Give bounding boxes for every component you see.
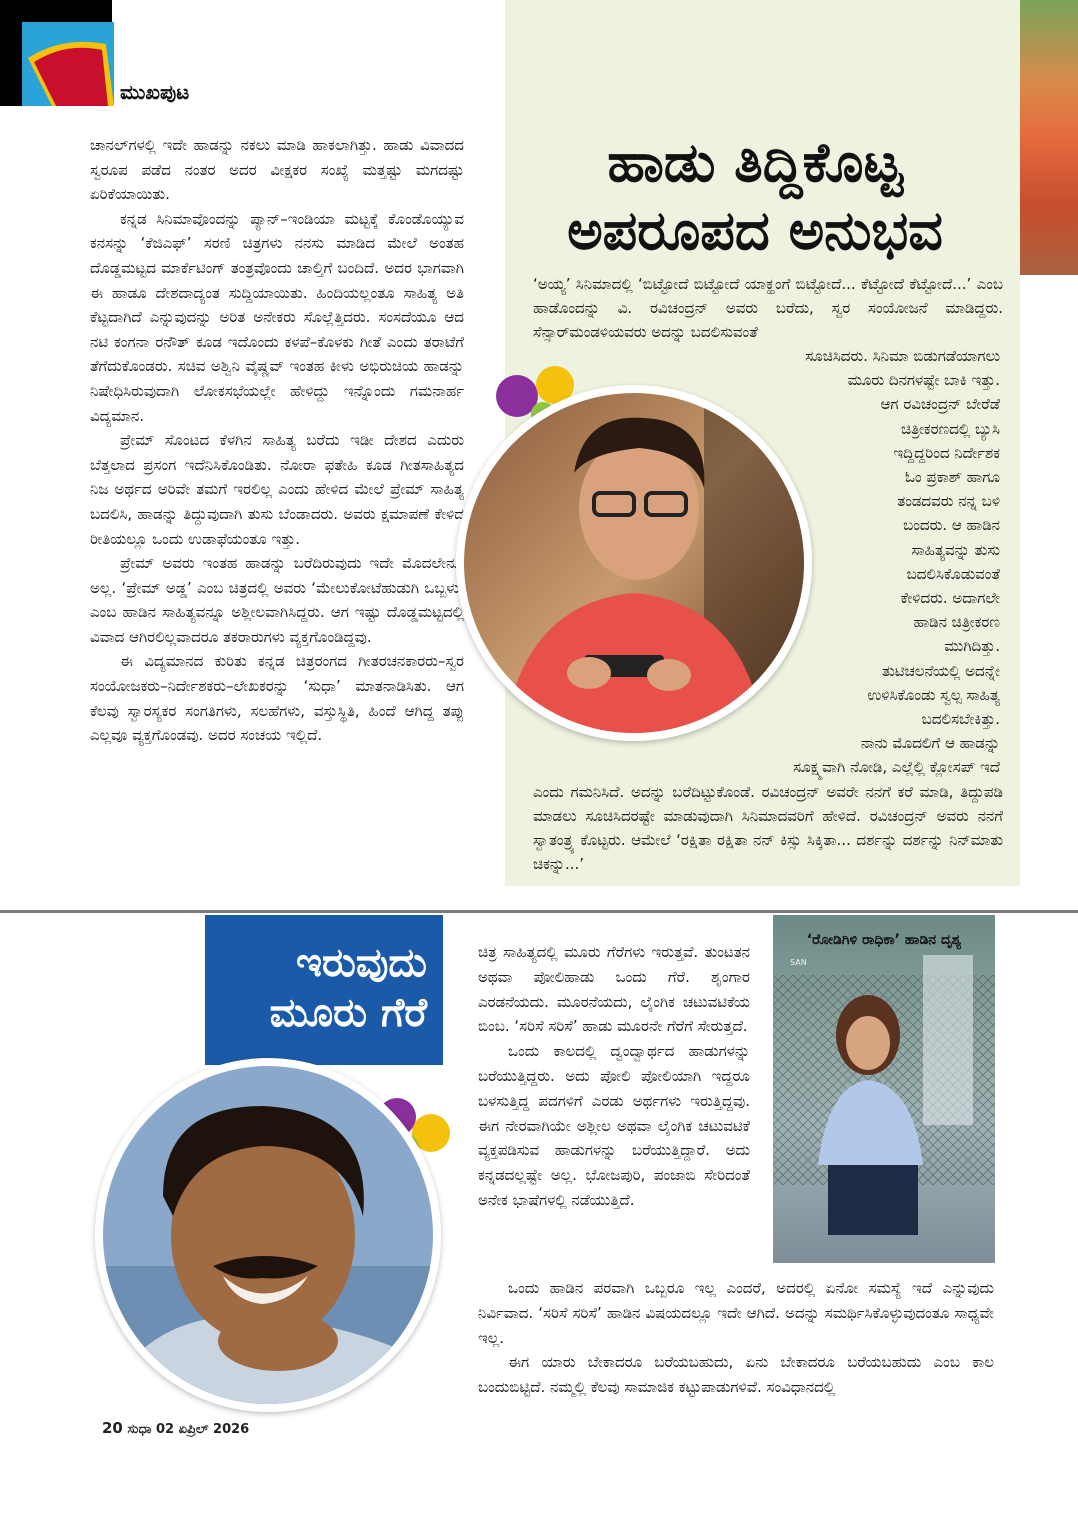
- cover-photo-strip: [1020, 0, 1078, 275]
- section-divider: [0, 910, 1078, 913]
- text-line: ಹಾಡಿನ ಚಿತ್ರೀಕರಣ: [913, 613, 1000, 632]
- paragraph: ಚಿತ್ರ ಸಾಹಿತ್ಯದಲ್ಲಿ ಮೂರು ಗೆರೆಗಳು ಇರುತ್ತವೆ. ತುಂಟತನ ಅಥವಾ ಪೋಲಿಹಾಡು ಒಂದು ಗೆರೆ. ಶೃಂಗಾರ ಎರಡನೆಯದು. ಮೂರನೆಯದು, ಲೈಂಗಿಕ ಚಟುವಟಿಕೆಯ ಬಿಂಬ. ‘ಸರಿಸೆ ಸರಿಸೆ’ ಹಾಡು ಮೂರನೇ ಗೆರೆಗೆ ಸೇರುತ್ತದೆ.: [478, 943, 750, 1036]
- film-still-woman-icon: [773, 915, 995, 1263]
- text-line: ಸೂಕ್ಷ್ಮವಾಗಿ ನೋಡಿ, ಎಲ್ಲೆಲ್ಲಿ ಕ್ಲೋಸಪ್ ಇದೆ: [793, 758, 1000, 777]
- interview-text-bottom: ಎಂದು ಗಮನಿಸಿದೆ. ಅದನ್ನು ಬರೆದಿಟ್ಟುಕೊಂಡೆ. ರವಿಚಂದ್ರನ್ ಅವರೇ ನನಗೆ ಕರೆ ಮಾಡಿ, ತಿದ್ದುಪಡಿ ಮಾಡಲು ಸೂಚಿಸಿದರಷ್ಟೇ ಮಾಡುವುದಾಗಿ ಸಿನಿಮಾದವರಿಗೆ ಹೇಳಿದೆ. ರವಿಚಂದ್ರನ್ ಅವರು ನನಗೆ ಸ್ವಾತಂತ್ರ್ಯ ಕೊಟ್ಟರು. ಆಮೇಲೆ ‘ರಕ್ಷಿತಾ ರಕ್ಷಿತಾ ನನ್ ಕಿಸ್ಸು ಸಿಕ್ಕಿತಾ... ದರ್ಶನ್ನು ದರ್ಶನ್ನು ನಿನ್‌ಮಾತು ಚಿಕನ್ನು...’: [533, 783, 1003, 873]
- section2-wide-text: [478, 1276, 994, 1400]
- text-line: ಉಳಿಸಿಕೊಂಡು ಸ್ವಲ್ಪ ಸಾಹಿತ್ಯ: [867, 685, 1000, 704]
- paragraph: ಈ ವಿದ್ಯಮಾನದ ಕುರಿತು ಕನ್ನಡ ಚಿತ್ರರಂಗದ ಗೀತರಚನಕಾರರು–ಸ್ವರ ಸಂಯೋಜಕರು–ನಿರ್ದೇಶಕರು–ಲೇಖಕರನ್ನು ‘ಸುಧಾ’ ಮಾತನಾಡಿಸಿತು. ಆಗ ಕೆಲವು ಸ್ವಾರಸ್ಯಕರ ಸಂಗತಿಗಳು, ಸಲಹೆಗಳು, ವಸ್ತುಸ್ಥಿತಿ, ಹಿಂದೆ ಆಗಿದ್ದ ತಪ್ಪು ಎಲ್ಲವೂ ವ್ಯಕ್ತಗೊಂಡವು. ಅದರ ಸಂಚಯ ಇಲ್ಲಿದೆ.: [90, 652, 464, 745]
- text-line: ತಂಡದವರು ನನ್ನ ಬಳಿ: [897, 492, 1000, 511]
- text-line: ಇದ್ದಿದ್ದರಿಂದ ನಿರ್ದೇಶಕ: [893, 443, 1000, 462]
- paragraph: ಪ್ರೇಮ್ ಅವರು ಇಂತಹ ಹಾಡನ್ನು ಬರೆದಿರುವುದು ಇದೇ ಮೊದಲೇನೂ ಅಲ್ಲ. ‘ಪ್ರೇಮ್ ಅಡ್ಡ’ ಎಂಬ ಚಿತ್ರದಲ್ಲಿ ಅವರು ‘ಮೇಲುಕೋಟೆಹುಡುಗಿ ಒಬ್ಬಳು’ ಎಂಬ ಹಾಡಿನ ಸಾಹಿತ್ಯವನ್ನೂ ಅಶ್ಲೀಲವಾಗಿಸಿದ್ದರು. ಆಗ ಇಷ್ಟು ದೊಡ್ಡಮಟ್ಟದಲ್ಲಿ ವಿವಾದ ಆಗಿರಲಿಲ್ಲವಾದರೂ ತಕರಾರುಗಳು ವ್ಯಕ್ತಗೊಂಡಿದ್ದವು.: [90, 554, 464, 646]
- headline-line1: ಹಾಡು ತಿದ್ದಿಕೊಟ್ಟ: [607, 131, 903, 194]
- text-line: ಕೇಳಿದರು. ಅದಾಗಲೇ: [900, 589, 1000, 608]
- portrait-photo-2: [95, 1058, 441, 1412]
- interview-text-right: [780, 344, 1000, 780]
- issue-date: 02 ಏಪ್ರಿಲ್ 2026: [155, 1422, 250, 1437]
- text-line: ನಾನು ಮೊದಲಿಗೆ ಆ ಹಾಡನ್ನು: [860, 734, 1000, 753]
- section2-column: [478, 940, 750, 1213]
- text-line: ಸೂಚಿಸಿದರು. ಸಿನಿಮಾ ಬಿಡುಗಡೆಯಾಗಲು: [805, 347, 1000, 365]
- photo-watermark: SAN: [790, 958, 807, 967]
- paragraph: ಒಂದು ಕಾಲದಲ್ಲಿ ದ್ವಂದ್ವಾರ್ಥದ ಹಾಡುಗಳನ್ನು ಬರೆಯುತ್ತಿದ್ದರು. ಅದು ಪೋಲಿ ಪೋಲಿಯಾಗಿ ಇದ್ದರೂ ಬಳಸುತ್ತಿದ್ದ ಪದಗಳಿಗೆ ಎರಡು ಅರ್ಥಗಳು ಇರುತ್ತಿದ್ದವು. ಈಗ ನೇರವಾಗಿಯೇ ಅಶ್ಲೀಲ ಅಥವಾ ಲೈಂಗಿಕ ಚಟುವಟಿಕೆ ವ್ಯಕ್ತಪಡಿಸುವ ಹಾಡುಗಳನ್ನು ಬರೆಯುತ್ತಿದ್ದಾರೆ. ಅದು ಕನ್ನಡದಲ್ಲಷ್ಟೇ ಅಲ್ಲ. ಭೋಜಪುರಿ, ಪಂಜಾಬಿ ಸೇರಿದಂತೆ ಅನೇಕ ಭಾಷೆಗಳಲ್ಲಿ ನಡೆಯುತ್ತಿದೆ.: [478, 1042, 750, 1209]
- paragraph: ಈಗ ಯಾರು ಬೇಕಾದರೂ ಬರೆಯಬಹುದು, ಏನು ಬೇಕಾದರೂ ಬರೆಯಬಹುದು ಎಂಬ ಕಾಲ ಬಂದುಬಿಟ್ಟಿದೆ. ನಮ್ಮಲ್ಲಿ ಕೆಲವು ಸಾಮಾಜಿಕ ಕಟ್ಟುಪಾಡುಗಳಿವೆ. ಸಂವಿಧಾನದಲ್ಲಿ: [478, 1353, 994, 1397]
- left-column: [90, 133, 464, 748]
- text-line: ಸಾಹಿತ್ಯವನ್ನು ತುಸು: [911, 540, 1000, 559]
- page-footer: [102, 1419, 249, 1437]
- photo-caption: ‘ರೋಡಿಗಿಳಿ ರಾಧಿಕಾ’ ಹಾಡಿನ ದೃಶ್ಯ: [806, 932, 962, 948]
- text-line: ಬಂದರು. ಆ ಹಾಡಿನ: [903, 516, 1000, 535]
- portrait-smiling-man-icon: [103, 1066, 433, 1404]
- magazine-name: ಸುಧಾ: [127, 1422, 152, 1437]
- paragraph: ಒಂದು ಹಾಡಿನ ಪರವಾಗಿ ಒಬ್ಬರೂ ಇಲ್ಲ ಎಂದರೆ, ಅದರಲ್ಲಿ ಏನೋ ಸಮಸ್ಯೆ ಇದೆ ಎನ್ನುವುದು ನಿರ್ವಿವಾದ. ‘ಸರಿಸೆ ಸರಿಸೆ’ ಹಾಡಿನ ವಿಷಯದಲ್ಲೂ ಇದೇ ಆಗಿದೆ. ಅದನ್ನು ಸಮರ್ಥಿಸಿಕೊಳ್ಳುವುದಂತೂ ಸಾಧ್ಯವೇ ಇಲ್ಲ.: [478, 1279, 994, 1347]
- text-line: ಆಗ ರವಿಚಂದ್ರನ್ ಬೇರೆಡೆ: [880, 395, 1000, 414]
- film-still-photo: [773, 915, 995, 1263]
- portrait-man-red-shirt-icon: [464, 393, 804, 733]
- text-line: ಮೂರು ದಿನಗಳಷ್ಟೇ ಬಾಕಿ ಇತ್ತು.: [847, 371, 1000, 390]
- paragraph: ಕನ್ನಡ ಸಿನಿಮಾವೊಂದನ್ನು ಪ್ಯಾನ್–ಇಂಡಿಯಾ ಮಟ್ಟಕ್ಕೆ ಕೊಂಡೊಯ್ಯುವ ಕನಸನ್ನು ‘ಕೆಜಿಎಫ್’ ಸರಣಿ ಚಿತ್ರಗಳು ನನಸು ಮಾಡಿದ ಮೇಲೆ ಅಂತಹ ದೊಡ್ಡಮಟ್ಟದ ಮಾರ್ಕೆಟಿಂಗ್ ತಂತ್ರವೊಂದು ಚಾಲ್ತಿಗೆ ಬಂದಿದೆ. ಅದರ ಭಾಗವಾಗಿ ಈ ಹಾಡೂ ದೇಶದಾದ್ಯಂತ ಸುದ್ದಿಯಾಯಿತು. ಹಿಂದಿಯಲ್ಲಂತೂ ಸಾಹಿತ್ಯ ಅತಿ ಕೆಟ್ಟದಾಗಿದೆ ಎನ್ನುವುದನ್ನು ಅರಿತ ಅನೇಕರು ಸೊಲ್ಲೆತ್ತಿದರು. ಸಂಸದೆಯೂ ಆದ ನಟಿ ಕಂಗನಾ ರನೌತ್ ಕೂಡ ಇದೊಂದು ಕಳಪೆ–ಕೊಳಕು ಗೀತೆ ಎಂದು ತರಾಟೆಗೆ ತೆಗೆದುಕೊಂಡರು. ಸಚಿವ ಅಶ್ವಿನಿ ವೈಷ್ಣವ್ ಇಂತಹ ಕೀಳು ಅಭಿರುಚಿಯ ಹಾಡನ್ನು ನಿಷೇಧಿಸಿರುವುದಾಗಿ ಲೋಕಸಭೆಯಲ್ಲೇ ಹೇಳಿದ್ದು ಇನ್ನೊಂದು ಗಮನಾರ್ಹ ವಿದ್ಯಮಾನ.: [90, 209, 464, 425]
- logo-icon: [22, 22, 114, 106]
- headline-line2: ಅಪರೂಪದ ಅನುಭವ: [567, 199, 943, 262]
- text-line: ಬದಲಿಸಬೇಕಿತ್ತು.: [921, 710, 1000, 729]
- page-number: 20: [102, 1419, 123, 1437]
- text-line: ಓಂ ಪ್ರಕಾಶ್ ಹಾಗೂ: [904, 468, 1000, 487]
- subheading-line2: ಮೂರು ಗೆರೆ: [269, 990, 427, 1036]
- interview-text-top: ‘ಅಯ್ಯ’ ಸಿನಿಮಾದಲ್ಲಿ ‘ಬಿಟ್ಟೋದೆ ಬಿಟ್ಟೋದೆ ಯಾಕ್ಹಂಗೆ ಬಿಟ್ಟೋದೆ... ಕೆಟ್ಟೋದೆ ಕೆಟ್ಟೋದೆ...’ ಎಂಬ ಹಾಡೊಂದನ್ನು ವಿ. ರವಿಚಂದ್ರನ್ ಅವರು ಬರೆದು, ಸ್ವರ ಸಂಯೋಜನೆ ಮಾಡಿದ್ದರು. ಸೆನ್ಸಾರ್‌ಮಂಡಳಿಯವರು ಅದನ್ನು ಬದಲಿಸುವಂತೆ: [533, 275, 1003, 341]
- section-logo: [22, 22, 114, 106]
- text-line: ಚಿತ್ರೀಕರಣದಲ್ಲಿ ಬ್ಯುಸಿ: [900, 419, 1000, 438]
- paragraph: ಪ್ರೇಮ್ ಸೊಂಟದ ಕೆಳಗಿನ ಸಾಹಿತ್ಯ ಬರೆದು ಇಡೀ ದೇಶದ ಎದುರು ಬೆತ್ತಲಾದ ಪ್ರಸಂಗ ಇದೆನಿಸಿಕೊಂಡಿತು. ನೋರಾ ಫತೇಹಿ ಕೂಡ ಗೀತಸಾಹಿತ್ಯದ ನಿಜ ಅರ್ಥದ ಅರಿವೇ ತಮಗೆ ಇರಲಿಲ್ಲ ಎಂದು ಹೇಳಿದ ಮೇಲೆ ಪ್ರೇಮ್ ಸಾಹಿತ್ಯ ಬದಲಿಸಿ, ಹಾಡನ್ನು ತಿದ್ದುವುದಾಗಿ ತುಸು ಬೆಂಡಾದರು. ಅವರು ಕ್ಷಮಾಪಣೆ ಕೇಳಿದ ರೀತಿಯಲ್ಲೂ ಒಂದು ಉಡಾಫೆಯಂತೂ ಇತ್ತು.: [90, 431, 464, 548]
- subheading-line1: ಇರುವುದು: [295, 940, 427, 986]
- text-line: ಮುಗಿದಿತ್ತು.: [944, 637, 1000, 656]
- portrait-photo-1: [456, 385, 812, 741]
- text-line: ಬದಲಿಸಿಕೊಡುವಂತೆ: [906, 564, 1000, 583]
- section-label: ಮುಖಪುಟ: [120, 80, 190, 104]
- paragraph: ಚಾನಲ್‌ಗಳಲ್ಲಿ ಇದೇ ಹಾಡನ್ನು ನಕಲು ಮಾಡಿ ಹಾಕಲಾಗಿತ್ತು. ಹಾಡು ವಿವಾದದ ಸ್ವರೂಪ ಪಡೆದ ನಂತರ ಅದರ ವೀಕ್ಷಕರ ಸಂಖ್ಯೆ ಮತ್ತಷ್ಟು ಮಗದಷ್ಟು ಏರಿಕೆಯಾಯಿತು.: [90, 136, 464, 204]
- text-line: ತುಟಿಚಲನೆಯಲ್ಲಿ ಅದನ್ನೇ: [882, 661, 1000, 680]
